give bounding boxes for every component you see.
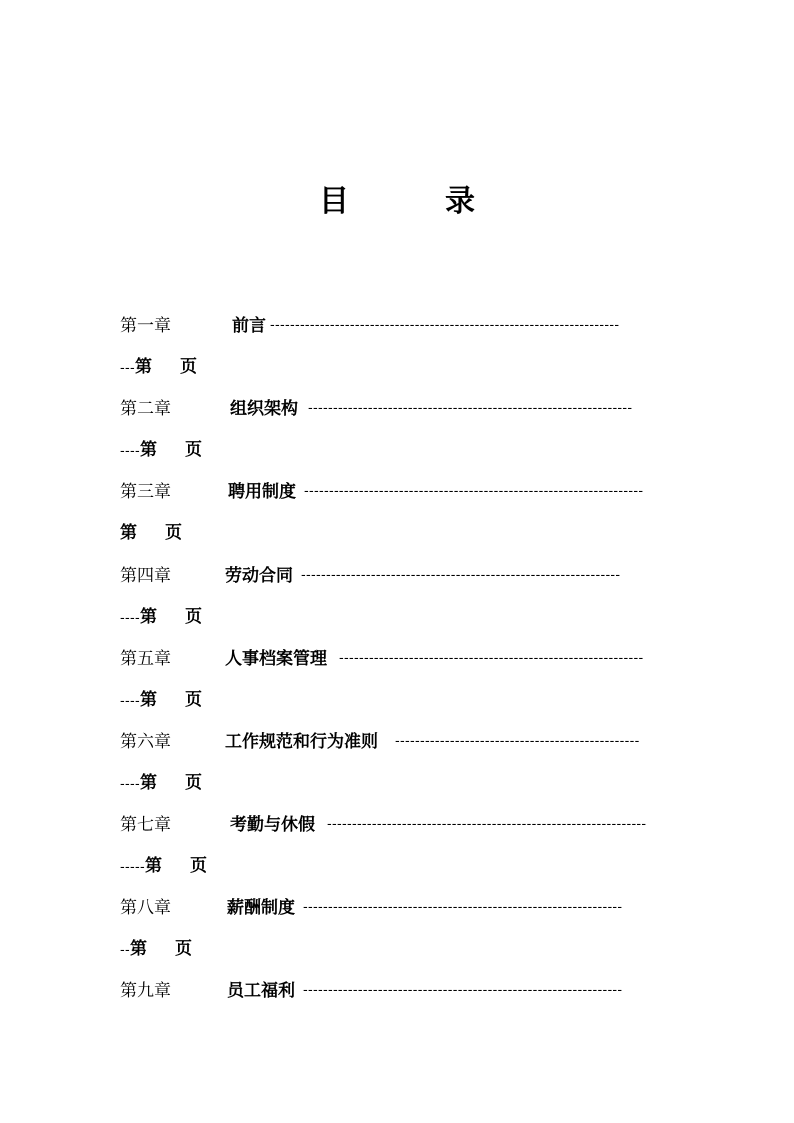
toc-entry-8-page — [120, 935, 192, 965]
toc-entry-2-page — [120, 436, 202, 466]
toc-title — [0, 182, 794, 222]
chapter-title: 人事档案管理 — [225, 649, 327, 669]
chapter-title: 薪酬制度 — [227, 898, 295, 918]
leader-dots: ------------------------------------------------------------- — [339, 651, 644, 666]
page-label: 第 — [139, 440, 157, 460]
chapter-title: 前言 — [232, 316, 266, 336]
leader-dots: ---------------------------------------------------------------------- — [270, 318, 620, 333]
chapter-number: 第九章 — [120, 981, 171, 1001]
title-char-1: 目 — [319, 184, 349, 219]
page-label: 第 — [144, 856, 162, 876]
page-label: 第 — [139, 773, 157, 793]
page-unit: 页 — [174, 939, 192, 959]
leader-dots: -------------------------------------------------------------------- — [304, 484, 644, 499]
chapter-title: 工作规范和行为准则 — [225, 732, 378, 752]
page-label: 第 — [134, 357, 152, 377]
chapter-title: 劳动合同 — [225, 566, 293, 586]
leader-dots: ---- — [120, 611, 140, 626]
leader-dots: --- — [120, 361, 135, 376]
leader-dots: ---------------------------------------------------------------- — [303, 900, 623, 915]
page-unit: 页 — [184, 440, 202, 460]
page-unit: 页 — [184, 607, 202, 627]
toc-entry-1-page — [120, 353, 197, 383]
leader-dots: -- — [120, 943, 130, 958]
chapter-number: 第七章 — [120, 815, 171, 835]
chapter-number: 第六章 — [120, 732, 171, 752]
leader-dots: ---- — [120, 694, 140, 709]
chapter-title: 聘用制度 — [228, 482, 296, 502]
toc-entry-4-page — [120, 603, 202, 633]
leader-dots: ------------------------------------------------- — [395, 734, 640, 749]
leader-dots: ----------------------------------------------------------------- — [308, 401, 633, 416]
chapter-number: 第四章 — [120, 566, 171, 586]
page-label: 第 — [139, 690, 157, 710]
leader-dots: ---- — [120, 444, 140, 459]
toc-entry-3-page — [120, 519, 182, 547]
page-unit: 页 — [165, 523, 182, 543]
toc-entry-7-page — [120, 852, 207, 882]
leader-dots: ---------------------------------------------------------------- — [301, 568, 621, 583]
page-label: 第 — [139, 607, 157, 627]
chapter-title: 组织架构 — [230, 399, 298, 419]
page-unit: 页 — [179, 357, 197, 377]
title-char-2: 录 — [445, 184, 475, 219]
page-label: 第 — [129, 939, 147, 959]
chapter-number: 第三章 — [120, 482, 171, 502]
chapter-title: 考勤与休假 — [230, 815, 315, 835]
leader-dots: ---------------------------------------------------------------- — [303, 983, 623, 998]
chapter-number: 第五章 — [120, 649, 171, 669]
toc-entry-6-page — [120, 769, 202, 799]
chapter-number: 第一章 — [120, 316, 171, 336]
chapter-number: 第八章 — [120, 898, 171, 918]
page-unit: 页 — [189, 856, 207, 876]
page-unit: 页 — [184, 773, 202, 793]
page-label: 第 — [120, 523, 137, 543]
chapter-title: 员工福利 — [227, 981, 295, 1001]
page-unit: 页 — [184, 690, 202, 710]
chapter-number: 第二章 — [120, 399, 171, 419]
leader-dots: ---------------------------------------------------------------- — [327, 817, 647, 832]
leader-dots: ---- — [120, 777, 140, 792]
leader-dots: ----- — [120, 860, 145, 875]
toc-entry-5-page — [120, 686, 202, 716]
